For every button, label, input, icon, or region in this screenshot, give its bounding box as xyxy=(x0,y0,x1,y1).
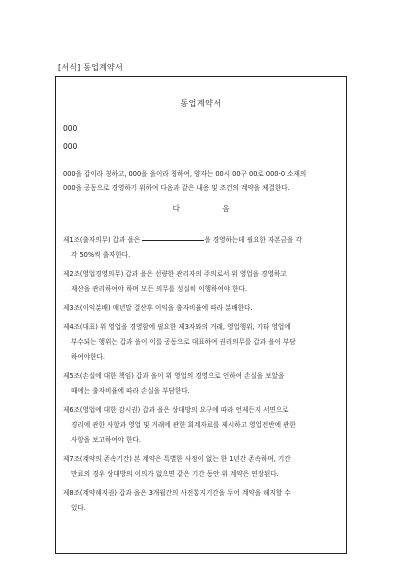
article-2 xyxy=(63,267,341,297)
article-line: 제2조(영업경영의무) 갑과 을은 선량한 관리자의 주의로서 위 영업을 경영하고 xyxy=(63,270,287,278)
article-line: 재산을 관리하여야 하며 모든 의무를 성실히 이행하여야 한다. xyxy=(71,285,248,293)
article-line: 제6조(영업에 대한 감시권) 갑과 을은 상대방의 요구에 따라 언제든지 서면으로 xyxy=(63,406,289,414)
article-text: 을 경영하는데 필요한 자본금을 각 xyxy=(204,236,302,244)
document-title: 동업계약서 xyxy=(180,99,222,108)
section-heading-da-eum: 다 음 xyxy=(172,204,250,213)
article-line: 사항을 보고하여야 한다. xyxy=(71,436,141,444)
article-line: 제5조(손실에 대한 책임) 갑과 을이 위 영업의 경영으로 인하여 손실을 보았을 xyxy=(63,372,285,380)
fill-in-blank xyxy=(142,234,204,241)
article-6 xyxy=(63,403,341,448)
article-line: 제3조(이익분배) 매년말 결산후 이익을 출자비율에 따라 분배한다. xyxy=(63,304,253,312)
article-line: 제7조(계약의 존속기간) 본 계약은 특별한 사정이 없는 한 1년간 존속하며, 기간 xyxy=(63,455,291,463)
intro-line: 000을 갑이라 칭하고, 000을 을이라 칭하여, 양자는 00시 00구 00로 000-0 소재의 xyxy=(63,170,307,178)
article-line: 때에는 출자비율에 따라 손실을 부담한다. xyxy=(71,387,190,395)
article-line xyxy=(63,233,341,248)
form-label: [서식] 동업계약서 xyxy=(58,63,123,72)
article-text: 제1조(출자의무) 갑과 을은 xyxy=(63,236,143,244)
article-3 xyxy=(63,301,341,316)
article-line: 경리에 관한 사항과 영업 및 거래에 관한 회계자료를 제시하고 영업전반에 관한 xyxy=(71,421,296,429)
article-line: 제4조(대표) 위 영업을 경영함에 필요한 제3자와의 거래, 영업행위, 기타 영업에 xyxy=(63,323,291,331)
article-5 xyxy=(63,369,341,399)
article-line: 부수되는 행위는 갑과 을이 이를 공동으로 대표하여 권리의무를 갑과 을이 부담 xyxy=(71,338,296,346)
intro-line: 000을 공동으로 경영하기 위하여 다음과 같은 내용 및 조건의 계약을 체결한다. xyxy=(63,184,290,192)
article-8 xyxy=(63,486,341,516)
article-7 xyxy=(63,452,341,482)
article-1 xyxy=(63,233,341,263)
article-line: 만료의 경우 상대방의 이의가 없으면 같은 기간 동안 위 계약은 연장된다. xyxy=(71,470,279,478)
contract-document xyxy=(55,76,347,554)
article-line: 하여야한다. xyxy=(71,353,105,361)
party-a-name: 000 xyxy=(63,124,78,133)
article-line: 있다. xyxy=(71,504,86,512)
article-line: 각 50%씩 출자한다. xyxy=(71,251,131,259)
intro-paragraph xyxy=(63,167,341,195)
article-line: 제8조(계약해지권) 갑과 을은 3개월간의 사전통지기간을 두어 계약을 해지할 수 xyxy=(63,489,291,497)
article-4 xyxy=(63,320,341,365)
party-b-name: 000 xyxy=(63,142,78,151)
